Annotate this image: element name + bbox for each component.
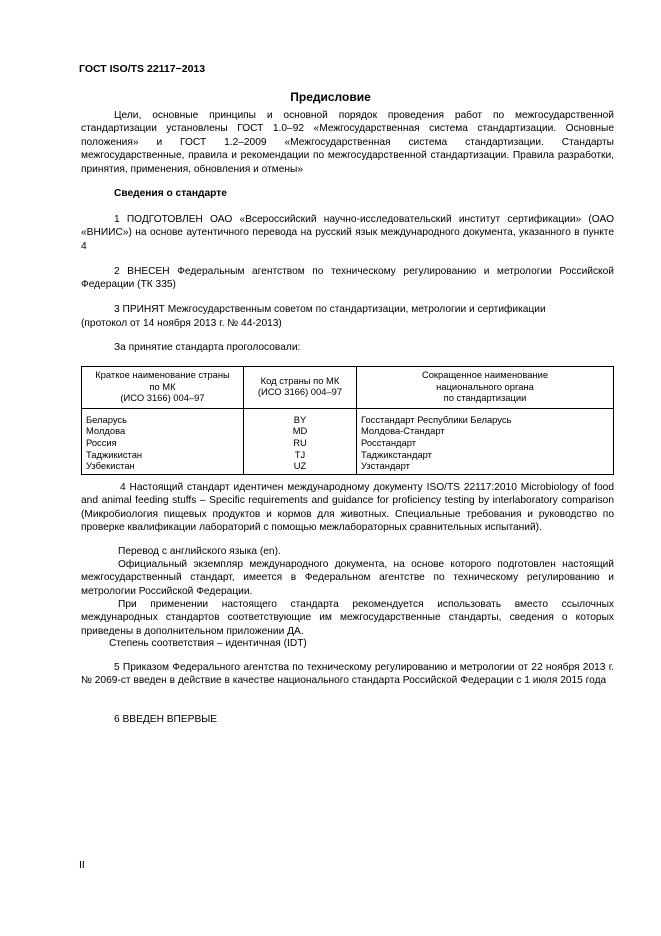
country-cell: Россия: [86, 436, 117, 448]
body-cell: Таджикстандарт: [361, 448, 432, 460]
country-cell: Узбекистан: [86, 460, 135, 472]
official-copy-paragraph: Официальный экземпляр международного документа, на основе которого подготовлен настоящий межгосударственный стандарт, имеется в Федеральном агентстве по техническому регулированию и метрологии Российской Федерации.: [81, 559, 614, 597]
code-cell: MD: [292, 425, 308, 437]
item-3-line-1: 3 ПРИНЯТ Межгосударственным советом по стандартизации, метрологии и сертификации: [114, 304, 546, 315]
item-2-paragraph: 2 ВНЕСЕН Федеральным агентством по техническому регулированию и метрологии Российской Федерации (ТК 335): [81, 266, 614, 291]
code-cell: TJ: [294, 448, 306, 460]
item-3-line-2: (протокол от 14 ноября 2013 г. № 44-2013): [81, 318, 282, 329]
page-number: II: [79, 859, 85, 871]
item-4-paragraph: 4 Настоящий стандарт идентичен международному документу ISO/TS 22117:2010 Microbiology of food and animal feeding stuffs – Specific requirements and guidance for proficiency testing by interlaboratory comparison (Микробиология пищевых продуктов и кормов для животных. Специальные требования и руководство по проверке квалификации лабораторий с помощью межлабораторных сравнительных испытаний).: [81, 482, 614, 534]
table-column-codes: [244, 408, 357, 475]
intro-paragraph: Цели, основные принципы и основной порядок проведения работ по межгосударственной стандартизации установлены ГОСТ 1.0–92 «Межгосударственная система стандартизации. Основные положения» и ГОСТ 1.2–2009 «Межгосударственная система стандартизации. Стандарты межгосударственные, правила и рекомендации по межгосударственной стандартизации. Правила разработки, принятия, применения, обновления и отмены»: [81, 110, 614, 175]
info-heading: Сведения о стандарте: [114, 188, 227, 199]
table-header-country: Краткое наименование страны по МК (ИСО 3166) 004–97: [82, 367, 244, 409]
item-1-paragraph: 1 ПОДГОТОВЛЕН ОАО «Всероссийский научно-исследовательский институт сертификации» (ОАО «ВНИИС») на основе аутентичного перевода на русский язык международного документа, указанного в пункте 4: [81, 214, 614, 252]
country-cell: Таджикистан: [86, 448, 143, 460]
code-cell: RU: [293, 436, 307, 448]
body-cell: Молдова-Стандарт: [361, 425, 445, 437]
table-header-code: Код страны по МК (ИСО 3166) 004–97: [244, 367, 357, 409]
table-header-row: [82, 367, 614, 409]
code-cell: UZ: [293, 460, 307, 472]
translation-note: Перевод с английского языка (en).: [118, 546, 281, 557]
country-cell: Беларусь: [86, 413, 128, 425]
item-5-paragraph: 5 Приказом Федерального агентства по техническому регулированию и метрологии от 22 ноября 2013 г. № 2069-ст введен в действие в качестве национального стандарта Российской Федерации с 1 июля 2015 года: [81, 662, 614, 687]
references-paragraph: При применении настоящего стандарта рекомендуется использовать вместо ссылочных международных стандартов соответствующие им межгосударственные стандарты, сведения о которых приведены в дополнительном приложении ДА.: [81, 599, 614, 637]
vote-intro: За принятие стандарта проголосовали:: [114, 342, 301, 353]
table-header-body: Сокращенное наименование национального органа по стандартизации: [357, 367, 614, 409]
country-cell: Молдова: [86, 425, 126, 437]
item-6-paragraph: 6 ВВЕДЕН ВПЕРВЫЕ: [114, 714, 218, 725]
body-cell: Узстандарт: [361, 460, 410, 472]
voting-table: [81, 366, 614, 475]
conformity-degree: Степень соответствия – идентичная (IDT): [109, 638, 307, 649]
body-cell: Госстандарт Республики Беларусь: [361, 413, 512, 425]
table-body-row: [82, 408, 614, 475]
page-title: Предисловие: [290, 90, 371, 104]
code-cell: BY: [293, 413, 307, 425]
document-code: ГОСТ ISO/TS 22117−2013: [79, 63, 206, 75]
table-column-bodies: [357, 408, 614, 475]
body-cell: Росстандарт: [361, 436, 416, 448]
table-column-countries: [82, 408, 244, 475]
